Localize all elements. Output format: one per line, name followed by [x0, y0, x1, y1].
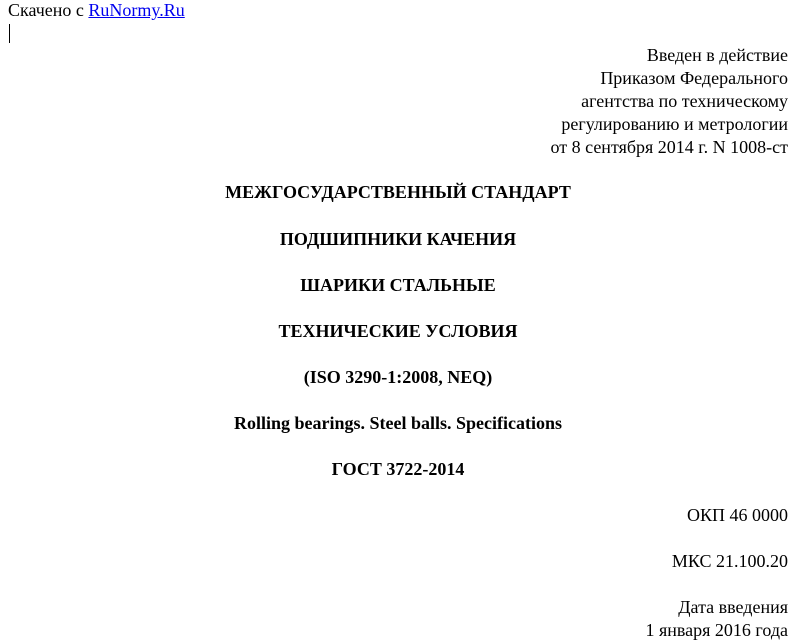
doc-kind-heading: ТЕХНИЧЕСКИЕ УСЛОВИЯ [278, 321, 518, 341]
source-line [8, 0, 185, 22]
approval-line: агентства по техническому [581, 91, 788, 111]
standard-type-heading: МЕЖГОСУДАРСТВЕННЫЙ СТАНДАРТ [225, 182, 571, 202]
gost-number: ГОСТ 3722-2014 [331, 459, 465, 479]
approval-line: регулированию и метрологии [561, 114, 788, 134]
okp-code: ОКП 46 0000 [686, 505, 788, 525]
mks-code: МКС 21.100.20 [671, 551, 788, 571]
source-prefix: Скачено с [8, 0, 89, 20]
source-link[interactable]: RuNormy.Ru [88, 0, 185, 20]
iso-reference: (ISO 3290-1:2008, NEQ) [303, 367, 493, 387]
item-heading: ШАРИКИ СТАЛЬНЫЕ [300, 275, 496, 295]
english-title: Rolling bearings. Steel balls. Specifications [233, 413, 563, 433]
text-cursor [9, 24, 10, 43]
intro-date-value: 1 января 2016 года [645, 620, 788, 640]
subject-heading: ПОДШИПНИКИ КАЧЕНИЯ [279, 229, 517, 249]
approval-line: Приказом Федерального [600, 68, 788, 88]
approval-line: Введен в действие [646, 45, 788, 65]
approval-block [550, 44, 788, 159]
approval-line: от 8 сентября 2014 г. N 1008-ст [550, 137, 788, 157]
intro-date-label: Дата введения [678, 597, 788, 617]
